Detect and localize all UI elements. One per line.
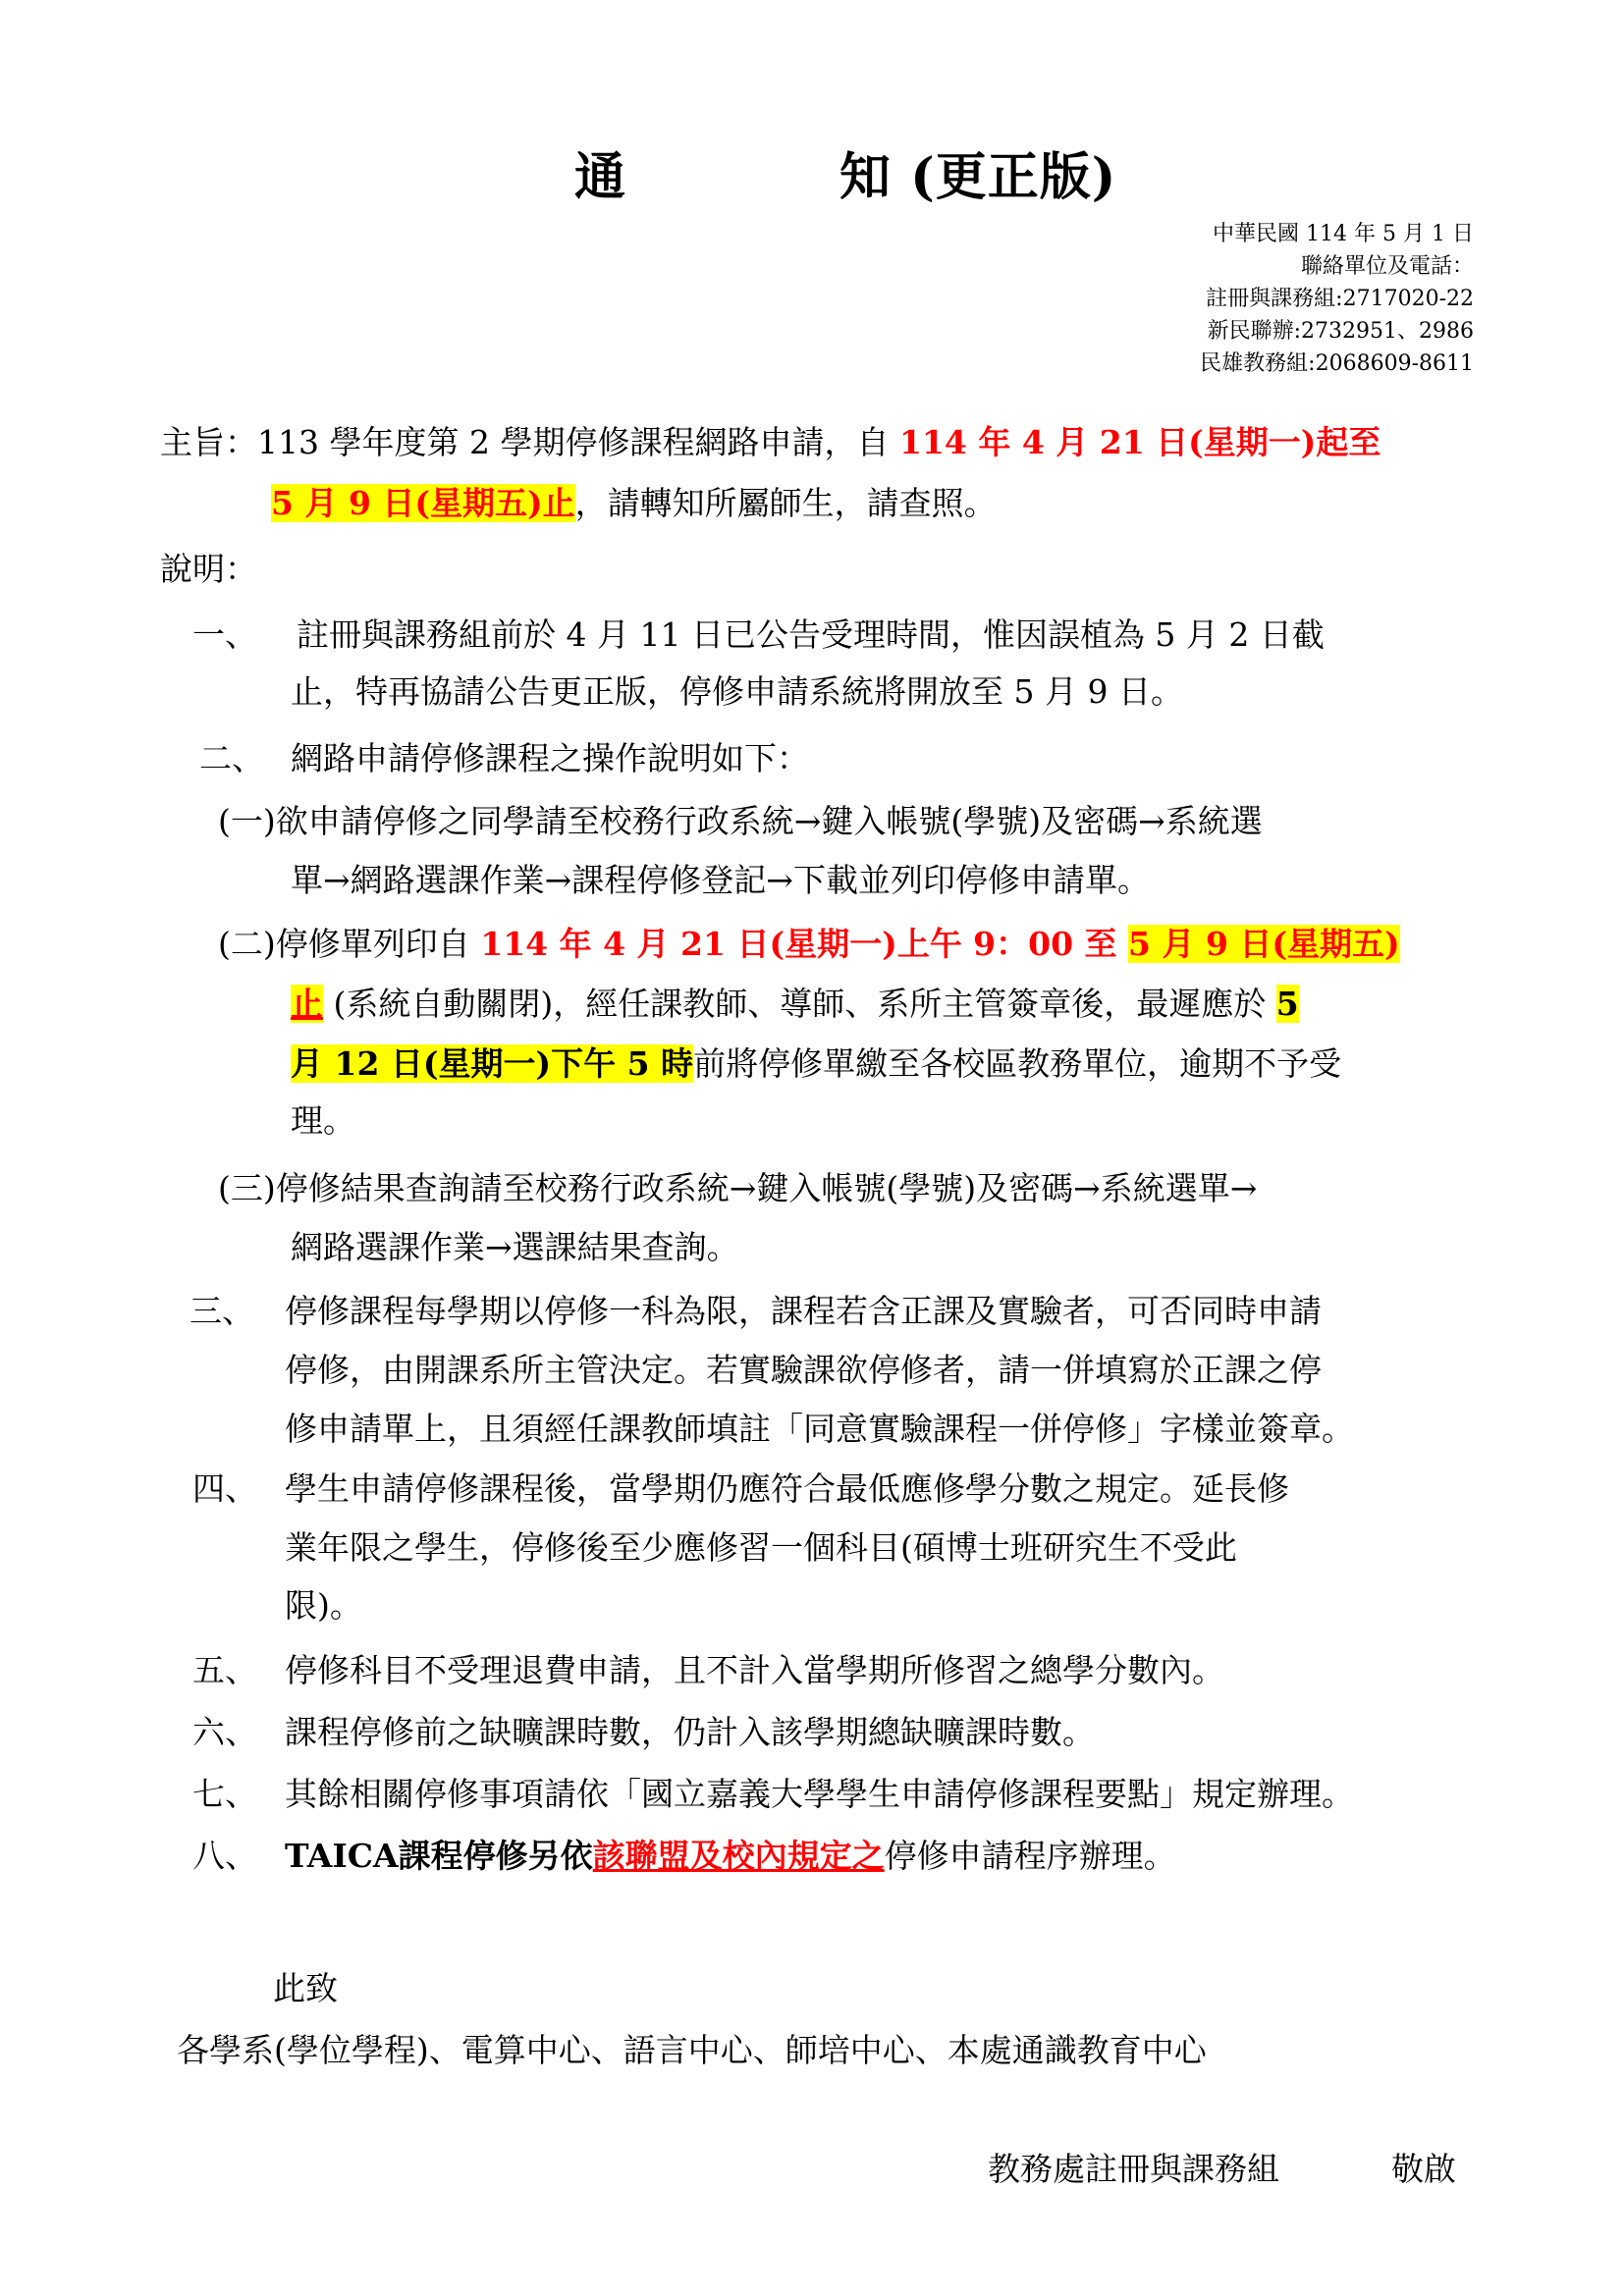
item-one-line-2: 止，特再協請公告更正版，停修申請系統將開放至 5 月 9 日。: [291, 672, 1183, 711]
item-four-line-1: 學生申請停修課程後，當學期仍應符合最低應修學分數之規定。延長修: [285, 1469, 1289, 1508]
item-one-line-1: 註冊與課務組前於 4 月 11 日已公告受理時間，惟因誤植為 5 月 2 日截: [297, 615, 1325, 654]
item-two-sub3-line-1: [218, 1169, 1257, 1208]
sub3-number: (三): [218, 1169, 276, 1207]
header-meta: [1200, 218, 1474, 380]
subject-date-start: 114 年 4 月 21 日(星期一)起至: [898, 423, 1381, 461]
item-eight-rest: 停修申請程序辦理。: [884, 1837, 1176, 1875]
sub2-deadline-a: 5: [1275, 985, 1299, 1023]
item-four-line-2: 業年限之學生，停修後至少應修習一個科目(碩博士班研究生不受此: [285, 1528, 1237, 1567]
closing-recipients: 各學系(學位學程)、電算中心、語言中心、師培中心、本處通識教育中心: [177, 2031, 1207, 2069]
item-four-number: 四、: [192, 1469, 257, 1508]
title-left: 通: [574, 147, 627, 207]
closing-respect: 敬啟: [1391, 2150, 1456, 2188]
sub2-text-a: 停修單列印自: [275, 925, 481, 963]
sub2-print-end: 5 月 9 日(星期五): [1128, 925, 1400, 963]
subject-text-a: 113 學年度第 2 學期停修課程網路申請，自: [257, 423, 899, 461]
sub1-text: 欲申請停修之同學請至校務行政系統→鍵入帳號(學號)及密碼→系統選: [275, 802, 1263, 840]
item-two-number: 二、: [199, 739, 264, 777]
title-right: 知 (更正版): [839, 147, 1117, 207]
item-eight-red: 該聯盟及校內規定之: [592, 1837, 885, 1875]
item-three-line-2: 停修，由開課系所主管決定。若實驗課欲停修者，請一併填寫於正課之停: [285, 1351, 1322, 1389]
item-seven-number: 七、: [192, 1775, 257, 1813]
document-title: [574, 135, 1116, 209]
item-seven-line-1: 其餘相關停修事項請依「國立嘉義大學學生申請停修課程要點」規定辦理。: [285, 1775, 1354, 1813]
item-two-sub2-line-1: [218, 925, 1400, 964]
contact-xinmin: 新民聯辦:2732951、2986: [1207, 319, 1474, 344]
item-two-line-1: 網路申請停修課程之操作說明如下：: [291, 739, 809, 777]
item-two-sub2-line-2: [291, 985, 1299, 1024]
sub2-number: (二): [218, 925, 276, 963]
subject-text-b: ，請轉知所屬師生，請查照。: [574, 484, 997, 522]
sub1-number: (一): [218, 802, 276, 840]
item-two-sub2-line-4: 理。: [291, 1101, 355, 1140]
sub2-stop: 止: [291, 985, 323, 1023]
closing-cizhi: 此致: [273, 1969, 338, 2007]
item-one-number: 一、: [192, 615, 257, 654]
sub2-print-start: 114 年 4 月 21 日(星期一)上午 9：00 至: [480, 925, 1129, 963]
item-two-sub1-line-2: 單→網路選課作業→課程停修登記→下載並列印停修申請單。: [291, 861, 1150, 899]
subject-line-1: [160, 423, 1380, 462]
item-six-line-1: 課程停修前之缺曠課時數，仍計入該學期總缺曠課時數。: [285, 1713, 1095, 1751]
item-three-line-1: 停修課程每學期以停修一科為限，課程若含正課及實驗者，可否同時申請: [285, 1292, 1322, 1330]
explain-label: 說明：: [160, 550, 257, 588]
item-eight-bold: TAICA課程停修另依: [285, 1837, 593, 1875]
item-five-line-1: 停修科目不受理退費申請，且不計入當學期所修習之總學分數內。: [285, 1651, 1224, 1689]
item-four-line-3: 限)。: [285, 1586, 362, 1625]
subject-label: 主旨：: [160, 423, 257, 461]
sub2-text-b: (系統自動關閉)，經任課教師、導師、系所主管簽章後，最遲應於: [323, 985, 1276, 1023]
closing-sender: 教務處註冊與課務組: [988, 2150, 1279, 2188]
item-two-sub3-line-2: 網路選課作業→選課結果查詢。: [291, 1228, 739, 1266]
contact-label: 聯絡單位及電話：: [1300, 254, 1474, 279]
item-three-number: 三、: [189, 1292, 254, 1330]
issue-date: 中華民國 114 年 5 月 1 日: [1213, 222, 1474, 246]
contact-minxiong: 民雄教務組:2068609-8611: [1200, 351, 1474, 376]
item-eight-line-1: [285, 1837, 1176, 1876]
item-two-sub2-line-3: [291, 1044, 1341, 1084]
sub3-text: 停修結果查詢請至校務行政系統→鍵入帳號(學號)及密碼→系統選單→: [275, 1169, 1258, 1207]
item-five-number: 五、: [192, 1651, 257, 1689]
item-six-number: 六、: [192, 1713, 257, 1751]
sub2-text-c: 前將停修單繳至各校區教務單位，逾期不予受: [693, 1044, 1342, 1083]
subject-date-end: 5 月 9 日(星期五)止: [271, 484, 575, 522]
sub2-deadline-b: 月 12 日(星期一)下午 5 時: [291, 1044, 694, 1083]
contact-registrar: 註冊與課務組:2717020-22: [1206, 287, 1474, 311]
item-three-line-3: 修申請單上，且須經任課教師填註「同意實驗課程一併停修」字樣並簽章。: [285, 1410, 1354, 1448]
item-eight-number: 八、: [192, 1837, 257, 1875]
item-two-sub1-line-1: [218, 802, 1263, 841]
subject-line-2: [271, 484, 997, 523]
